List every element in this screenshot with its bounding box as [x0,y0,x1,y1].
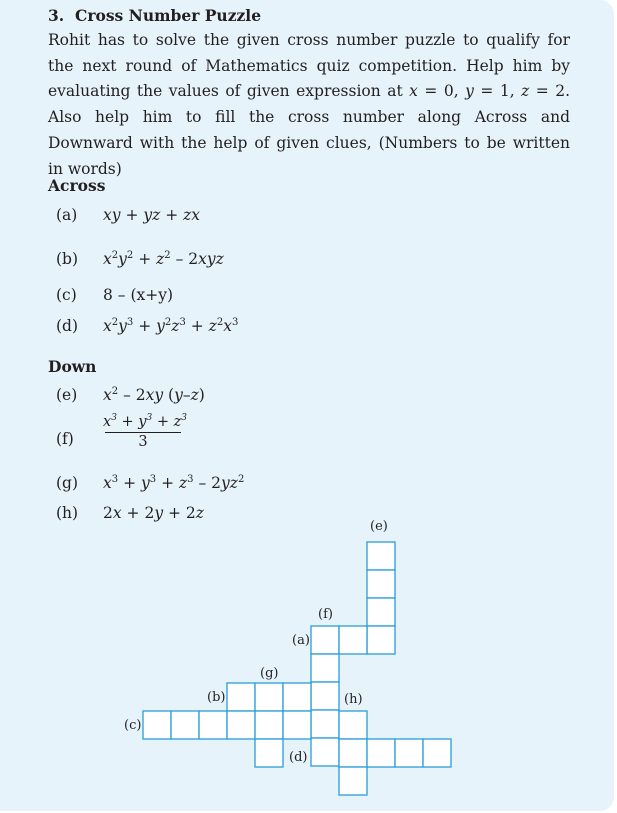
grid-cell[interactable] [311,710,339,738]
grid-label-g: (g) [260,666,279,681]
clue-b-expression: $x^2y^2 + z^2 - 2xyz$ [103,250,224,268]
grid-cell[interactable] [367,542,395,570]
clue-c-label: (c) [56,286,77,304]
grid-cell[interactable] [395,739,423,767]
grid-cell[interactable] [171,711,199,739]
grid-cell[interactable] [283,711,311,739]
across-heading: Across [48,176,106,195]
clue-c-expression: 8 – (x+y) [103,286,174,304]
grid-cell[interactable] [339,739,367,767]
clue-f-expression: $x^3 + y^3 + z^3$ 3 [103,413,187,450]
grid-cell[interactable] [311,738,339,766]
grid-cell[interactable] [255,739,283,767]
clue-a-label: (a) [56,206,78,224]
grid-cell[interactable] [255,711,283,739]
grid-cell[interactable] [255,683,283,711]
clue-h-label: (h) [56,504,79,522]
grid-cell[interactable] [367,598,395,626]
grid-label-c: (c) [124,718,142,733]
question-number: 3. [48,6,65,25]
clue-a-expression: xy + yz + zx [103,206,201,224]
grid-cell[interactable] [311,682,339,710]
grid-cell[interactable] [311,654,339,682]
clue-d-label: (d) [56,317,79,335]
grid-cell[interactable] [339,711,367,739]
grid-label-e: (e) [370,519,388,534]
grid-cell[interactable] [367,739,395,767]
grid-cell[interactable] [339,767,367,795]
grid-cell[interactable] [227,683,255,711]
down-heading: Down [48,357,97,376]
clue-g-expression: $x^3 + y^3 + z^3 - 2yz^2$ [103,474,245,492]
grid-label-d: (d) [289,750,308,765]
clue-d-expression: $x^2y^3 + y^2z^3 + z^2x^3$ [103,317,239,335]
grid-cell[interactable] [283,683,311,711]
grid-cell[interactable] [367,570,395,598]
grid-cell[interactable] [311,626,339,654]
clue-e-label: (e) [56,386,78,404]
clue-b-label: (b) [56,250,79,268]
question-heading: Cross Number Puzzle [74,6,262,25]
grid-label-b: (b) [207,690,226,705]
clue-f-label: (f) [56,430,74,448]
clue-e-expression: $x^2 - 2xy$ (y–z) [103,386,205,404]
grid-label-a: (a) [292,633,310,648]
grid-label-h: (h) [344,692,363,707]
clue-h-expression: 2x + 2y + 2z [103,504,204,522]
clue-g-label: (g) [56,474,79,492]
grid-cell[interactable] [339,626,367,654]
grid-cell[interactable] [143,711,171,739]
grid-cell[interactable] [367,626,395,654]
grid-label-f: (f) [318,607,333,622]
question-intro: Rohit has to solve the given cross number puzzle to qualify for the next round of Mathematics quiz competition. Help him by evaluating the values of given expression at x = 0, y = 1, z = 2. Also help him to fill the cross number along Across and Downward with the help of given clues, (Numbers to be written in words) [48,31,571,178]
grid-cell[interactable] [199,711,227,739]
grid-cell[interactable] [423,739,451,767]
grid-cell[interactable] [227,711,255,739]
